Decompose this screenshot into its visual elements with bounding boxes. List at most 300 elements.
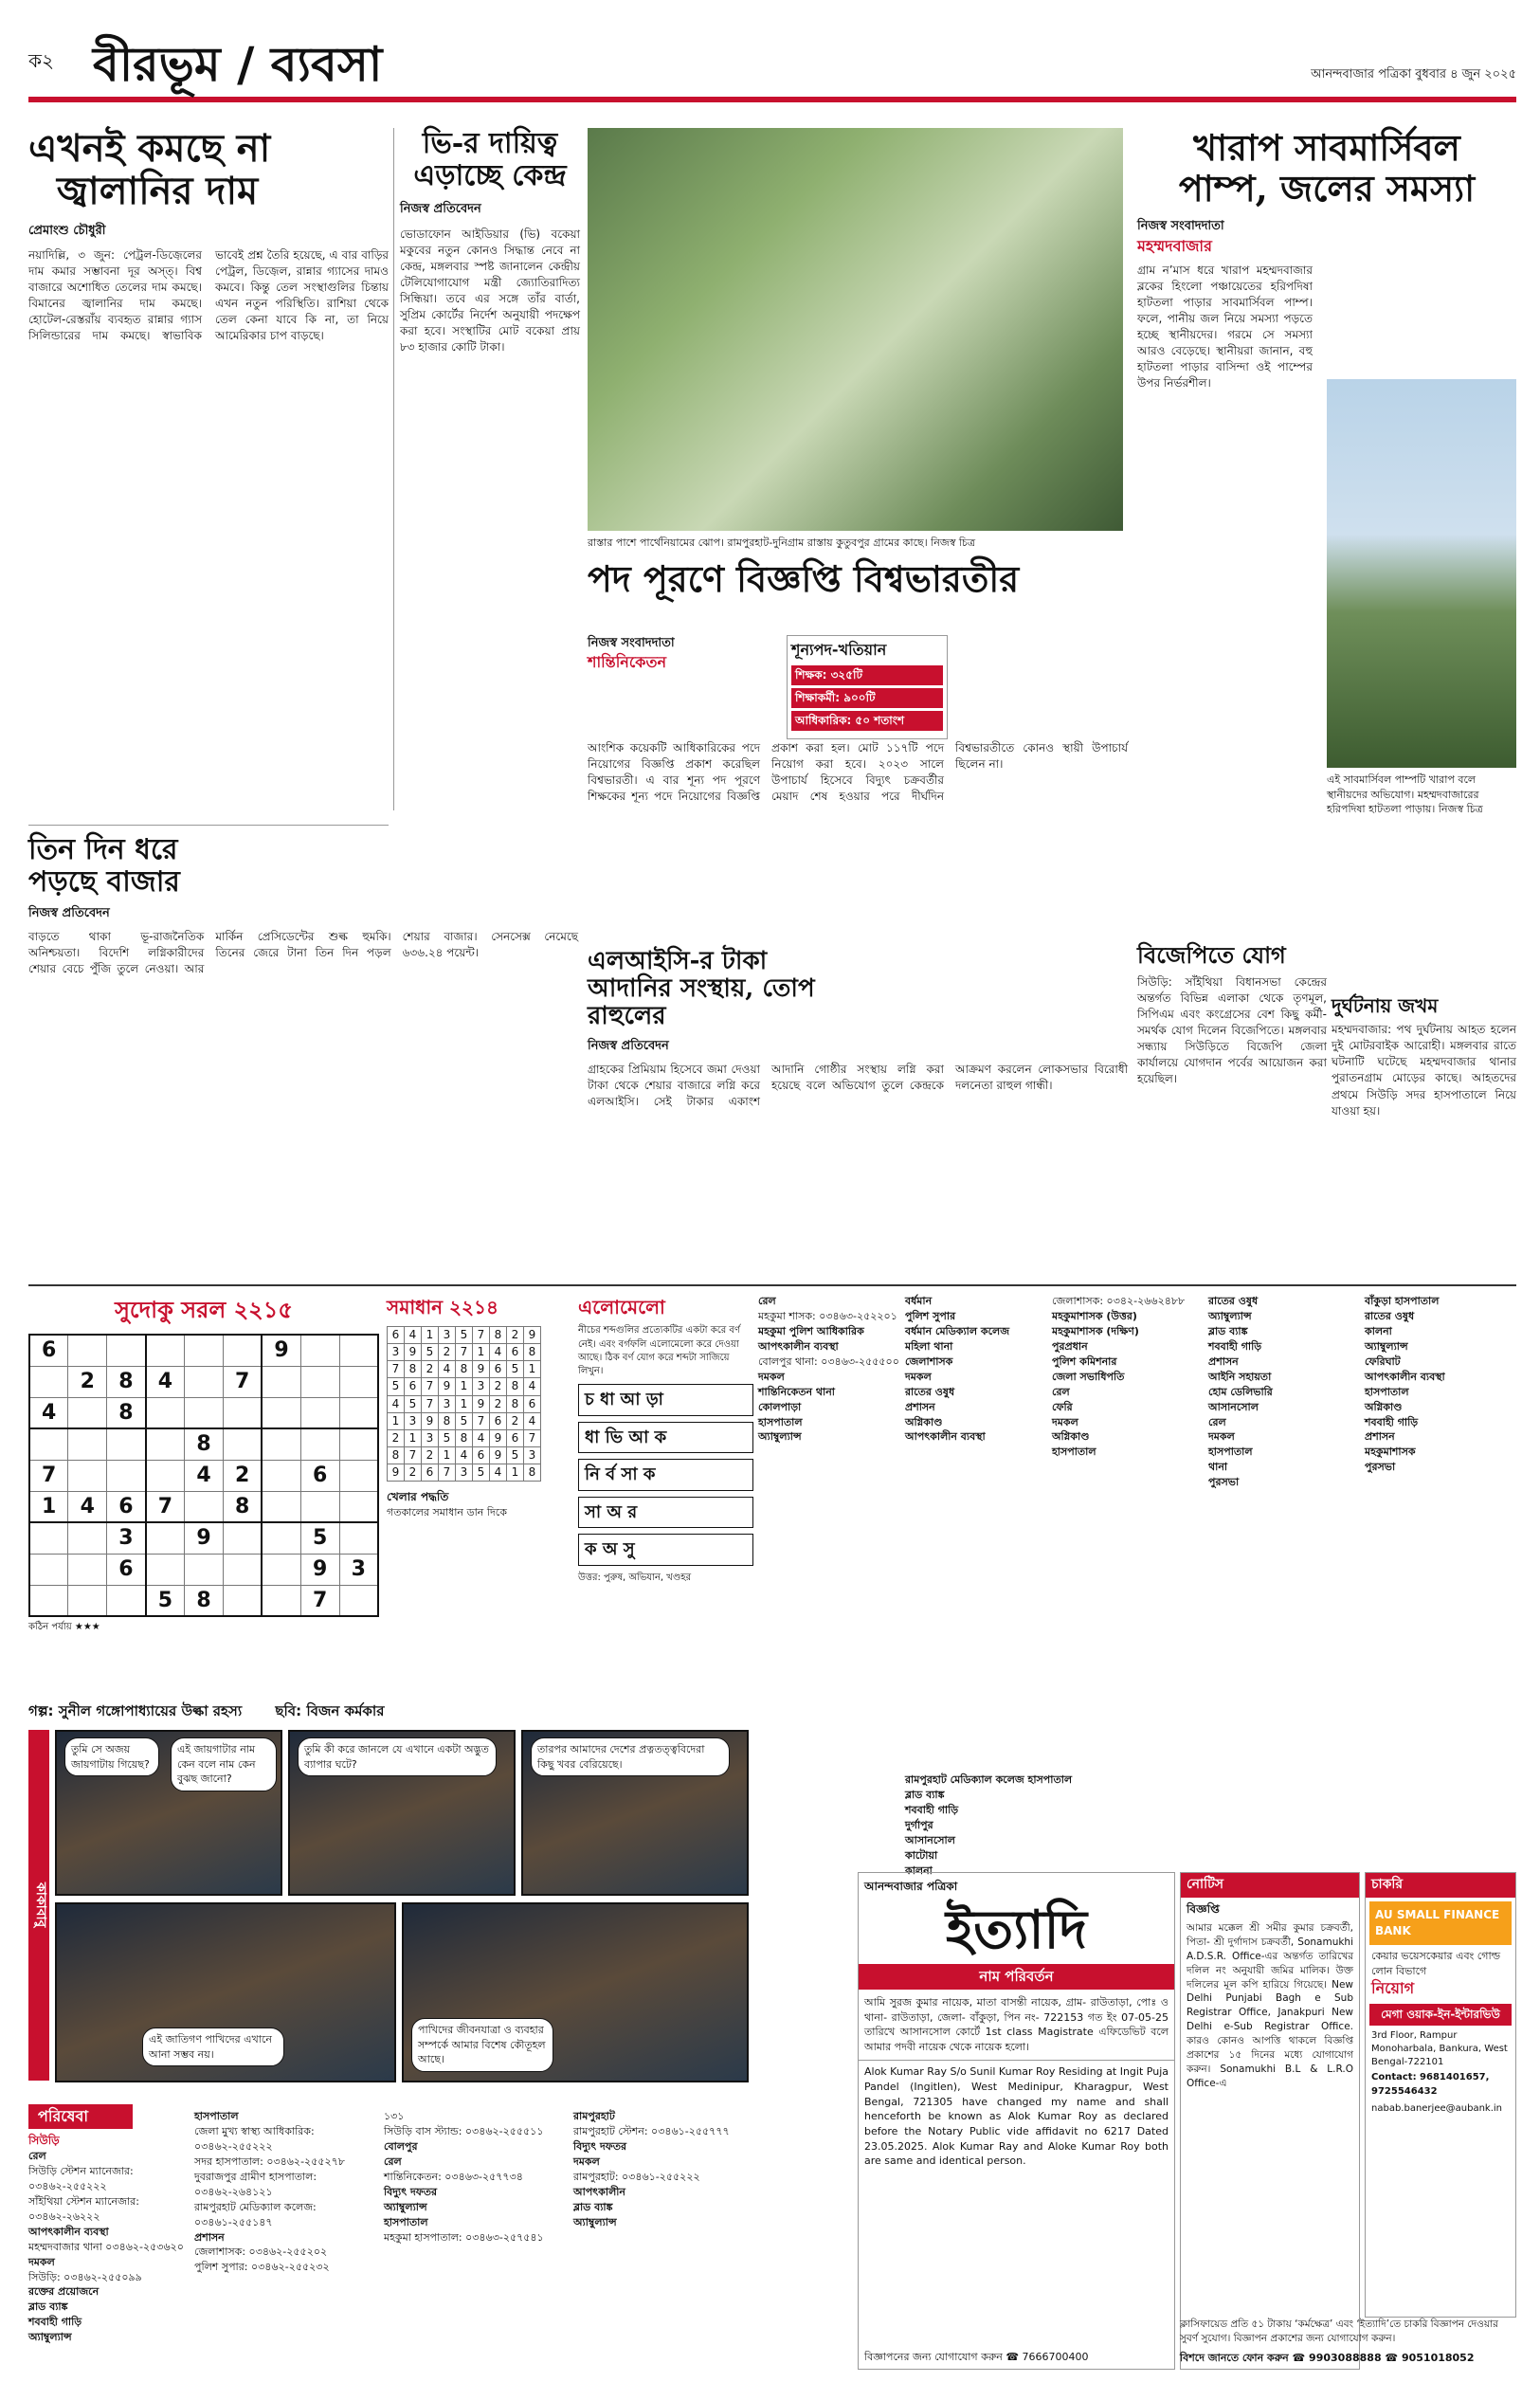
solution-cell: 1	[388, 1412, 405, 1429]
sudoku-row	[29, 1554, 378, 1585]
solution-cell: 9	[405, 1344, 422, 1361]
headline: জ্বালানির দাম	[57, 168, 259, 213]
directory-entry: শববাহী গাড়ি	[905, 1803, 959, 1816]
directory-list	[1052, 1294, 1204, 1768]
directory-entry: পুলিশ সুপার: ০৩৪৬২-২৫৫২৩২	[194, 2261, 330, 2274]
solution-cell: 2	[490, 1378, 507, 1395]
directory-entry: অগ্নিকাণ্ড	[1365, 1400, 1403, 1413]
directory-entry: বোলপুর	[384, 2139, 418, 2153]
solution-cell: 1	[422, 1327, 439, 1344]
directory-entry: রেল	[28, 2150, 46, 2163]
box-title: শূন্যপদ-খতিয়ান	[791, 641, 887, 659]
bank-logo: AU SMALL FINANCE BANK	[1369, 1901, 1512, 1945]
sudoku-cell[interactable]: 6	[29, 1335, 68, 1366]
vacancy-box	[787, 635, 948, 739]
jobs-ad	[1365, 1872, 1516, 2318]
solution-cell: 1	[456, 1378, 473, 1395]
sudoku-title: সুদোকু সরল ২২১৫	[115, 1296, 293, 1323]
sudoku-cell[interactable]	[339, 1335, 378, 1366]
directory-entry: শববাহী গাড়ি	[1208, 1339, 1262, 1353]
directory-entry: মহকুমাশাসক (উত্তর)	[1052, 1309, 1137, 1322]
sudoku-cell[interactable]	[262, 1428, 300, 1460]
solution-cell: 2	[422, 1361, 439, 1378]
sudoku-cell[interactable]	[339, 1522, 378, 1554]
sudoku-cell[interactable]: 4	[29, 1397, 68, 1428]
dateline-place: শান্তিনিকেতন	[588, 653, 667, 672]
directory-entry: কাটোয়া	[905, 1848, 938, 1862]
directory-entry: রামপুরহাট মেডিক্যাল কলেজ হাসপাতাল	[905, 1773, 1073, 1786]
solution-cell: 7	[473, 1412, 490, 1429]
directory-entry: ব্লাড ব্যাঙ্ক	[28, 2300, 68, 2314]
sudoku-cell[interactable]	[68, 1554, 107, 1585]
sudoku-cell[interactable]: 3	[339, 1554, 378, 1585]
solution-cell: 5	[456, 1327, 473, 1344]
sudoku-cell[interactable]: 6	[107, 1554, 146, 1585]
sudoku-cell[interactable]: 9	[262, 1335, 300, 1366]
sudoku-cell[interactable]: 8	[107, 1397, 146, 1428]
sudoku-cell[interactable]	[29, 1585, 68, 1616]
solution-cell: 9	[473, 1395, 490, 1412]
directory-entry: সিউড়ি বাস স্ট্যান্ড: ০৩৪৬২-২৫৫৫১১	[384, 2124, 544, 2137]
solution-cell: 4	[490, 1344, 507, 1361]
directory-entry: বোলপুর থানা: ০৩৪৬৩-২৫৫৫০০	[758, 1355, 899, 1368]
comic-panel	[402, 1902, 749, 2082]
solution-cell: 2	[388, 1429, 405, 1446]
jumble-word: নি র্ব সা ক	[578, 1459, 753, 1491]
directory-entry: পুরসভা	[1365, 1461, 1396, 1474]
sudoku-cell[interactable]: 7	[300, 1585, 339, 1616]
sudoku-cell[interactable]	[262, 1397, 300, 1428]
solution-cell: 1	[405, 1429, 422, 1446]
solution-cell: 6	[524, 1395, 541, 1412]
column-rule	[393, 128, 394, 810]
sudoku-cell[interactable]: 5	[146, 1585, 185, 1616]
directory-entry: দমকল	[573, 2155, 600, 2168]
solution-cell: 7	[524, 1429, 541, 1446]
solution-section	[387, 1294, 571, 1692]
directory-list	[905, 1773, 1095, 1877]
story-bjp-joining	[1137, 943, 1327, 1275]
ad-brand: আনন্দবাজার পত্রিকা	[864, 1880, 958, 1893]
sudoku-cell[interactable]	[29, 1428, 68, 1460]
sudoku-cell[interactable]: 7	[29, 1460, 68, 1491]
jumble-word: সা অ র	[578, 1497, 753, 1529]
jumble-words	[578, 1384, 753, 1566]
photo-roadside-weeds	[588, 128, 1123, 531]
sudoku-cell[interactable]	[300, 1366, 339, 1397]
directory-entry: জেলাশাসক: ০৩৪৬২-২৫৫২০২	[194, 2246, 328, 2259]
sudoku-cell[interactable]	[300, 1491, 339, 1522]
sudoku-cell[interactable]	[223, 1335, 262, 1366]
solution-cell: 8	[388, 1446, 405, 1464]
notice-heading: বিজ্ঞপ্তি	[1187, 1901, 1220, 1916]
sudoku-cell[interactable]	[262, 1366, 300, 1397]
solution-row	[388, 1361, 541, 1378]
directory-entry: আপৎকালীন ব্যবস্থা	[758, 1339, 839, 1353]
directory-entry: আইনি সহায়তা	[1208, 1370, 1272, 1383]
directory-col	[28, 2133, 190, 2370]
directory-entry: সদর হাসপাতাল: ০৩৪৬২-২৫৫২৭৮	[194, 2155, 345, 2168]
solution-cell: 3	[405, 1412, 422, 1429]
headline: খারাপ সাবমার্সিবল	[1193, 126, 1460, 169]
solution-cell: 9	[439, 1378, 456, 1395]
dateline-place: মহম্মদবাজার	[1137, 236, 1212, 255]
directory-entry: ১৩১	[384, 2110, 405, 2122]
directory-entry: মহকুমা শাসক: ০৩৪৬৩-২৫২২০১	[758, 1309, 897, 1322]
sudoku-cell[interactable]	[146, 1522, 185, 1554]
solution-row	[388, 1395, 541, 1412]
ad-contact: বিজ্ঞাপনের জন্য যোগাযোগ করুন ☎ 7666700400	[864, 2351, 1089, 2364]
sudoku-cell[interactable]	[185, 1554, 224, 1585]
headline: ভি-র দায়িত্ব এড়াচ্ছে কেন্দ্র	[413, 127, 567, 192]
solution-cell: 3	[439, 1395, 456, 1412]
sudoku-cell[interactable]: 4	[146, 1366, 185, 1397]
solution-cell: 3	[473, 1378, 490, 1395]
sudoku-cell[interactable]	[262, 1522, 300, 1554]
speech-bubble: এই জায়গাটার নাম কেন বলে নাম কেন বুঝছ জানো?	[171, 1737, 277, 1791]
sudoku-cell[interactable]	[339, 1428, 378, 1460]
sudoku-grid	[28, 1334, 379, 1617]
photo-caption: রাস্তার পাশে পার্থেনিয়ামের ঝোপ। রামপুরহাট-দুনিগ্রাম রাস্তায় কুতুবপুর গ্রামের কাছে। নিজস্ব চিত্র	[588, 536, 976, 549]
sudoku-cell[interactable]: 7	[223, 1366, 262, 1397]
sudoku-row	[29, 1428, 378, 1460]
notice-title: নোটিস	[1181, 1873, 1359, 1898]
sudoku-cell[interactable]	[185, 1335, 224, 1366]
story-fuel-price	[28, 128, 389, 810]
directory-entry: আসানসোল	[1208, 1400, 1259, 1413]
solution-cell: 8	[405, 1361, 422, 1378]
sudoku-cell[interactable]	[223, 1397, 262, 1428]
box-item: আধিকারিক: ৫০ শতাংশ	[791, 711, 943, 731]
solution-cell: 8	[507, 1395, 524, 1412]
solution-cell: 3	[439, 1327, 456, 1344]
ad-title: ইত্যাদি	[945, 1899, 1088, 1962]
sudoku-cell[interactable]	[223, 1585, 262, 1616]
sudoku-cell[interactable]: 8	[185, 1585, 224, 1616]
sudoku-cell[interactable]	[107, 1585, 146, 1616]
solution-cell: 7	[422, 1378, 439, 1395]
directory-entry: অ্যাম্বুল্যান্স	[384, 2200, 427, 2213]
directory-entry: কোলপাড়া	[758, 1400, 802, 1413]
solution-cell: 2	[507, 1327, 524, 1344]
solution-cell: 1	[439, 1446, 456, 1464]
sudoku-cell[interactable]	[29, 1554, 68, 1585]
directory-list	[905, 1294, 1047, 1768]
jumble-intro: নীচের শব্দগুলির প্রত্যেকটির একটা করে বর্ণ নেই। এবং বর্গফলি এলোমেলো করে দেওয়া আছে। ঠিক বর্ণ যোগ করে শব্দটা সাজিয়ে লিখুন।	[578, 1325, 741, 1376]
photo-caption: এই সাবমার্সিবল পাম্পটি খারাপ বলে স্থানীয়দের অভিযোগ। মহম্মদবাজারের হরিপদিষা হাটতলা পাড়ায়। নিজস্ব চিত্র	[1327, 773, 1483, 816]
solution-cell: 2	[405, 1464, 422, 1481]
headline: দুর্ঘটনায় জখম	[1332, 994, 1439, 1017]
directory-entry: দমকল	[905, 1370, 932, 1383]
solution-cell: 4	[439, 1361, 456, 1378]
directory-list	[1208, 1294, 1360, 1768]
directory-entry: শববাহী গাড়ি	[1365, 1415, 1419, 1428]
directory-entry: মহম্মদবাজার থানা ০৩৪৬২-২৫৩৬২০	[28, 2240, 184, 2253]
solution-grid	[387, 1326, 541, 1481]
notice-ad	[1180, 1872, 1360, 2370]
directory-entry: আসানসোল	[905, 1833, 955, 1846]
district-name: সিউড়ি	[28, 2134, 60, 2147]
directory-entry: রাতের ওষুধ	[905, 1385, 955, 1398]
sudoku-cell[interactable]	[185, 1491, 224, 1522]
solution-cell: 9	[388, 1464, 405, 1481]
ittyadi-classifieds	[858, 1872, 1175, 2370]
sudoku-cell[interactable]	[300, 1397, 339, 1428]
sudoku-cell[interactable]	[107, 1428, 146, 1460]
solution-cell: 8	[456, 1361, 473, 1378]
solution-cell: 9	[490, 1429, 507, 1446]
headline: বিজেপিতে যোগ	[1137, 941, 1286, 969]
sudoku-cell[interactable]	[262, 1585, 300, 1616]
sudoku-cell[interactable]	[185, 1397, 224, 1428]
sudoku-cell[interactable]: 4	[185, 1460, 224, 1491]
solution-cell: 5	[507, 1446, 524, 1464]
sudoku-cell[interactable]: 5	[300, 1522, 339, 1554]
directory-entry: শান্তিনিকেতন: ০৩৪৬৩-২৫৭৭৩৪	[384, 2170, 523, 2183]
directory-entry: রেল	[1052, 1385, 1070, 1398]
rule	[28, 1284, 1516, 1286]
directory-entry: অ্যাম্বুল্যান্স	[758, 1430, 802, 1444]
page-number: ক২	[28, 49, 54, 72]
jobs-address: 3rd Floor, Rampur Monoharbala, Bankura, West Bengal-722101	[1371, 2029, 1508, 2068]
directory-entry: পুলিশ সুপার	[905, 1309, 956, 1322]
comic-title	[28, 1701, 753, 1721]
story-body: ভোডাফোন আইডিয়ার (ভি) বকেয়া মকুবের নতুন কোনও সিদ্ধান্ত নেবে না কেন্দ্র, মঙ্গলবার স্পষ্ট জানালেন কেন্দ্রীয় টেলিযোগাযোগ মন্ত্রী জ্যোতিরাদিত্য সিন্ধিয়া। তবে এর সঙ্গে তাঁর বার্তা, সুপ্রিম কোর্টের নির্দেশ অনুযায়ী পদক্ষেপ করা হবে। সংস্থাটির মোট বকেয়া প্রায় ৮৩ হাজার কোটি টাকা।	[400, 227, 580, 354]
ad-notice-en: Alok Kumar Ray S/o Sunil Kumar Roy Residing at Ingit Puja Pandel (Ingitlen), West Medinipur, Kharagpur, West Bengal, 721305 have changed my name and shall henceforth be known as Alok Kumar Roy as declared before the Notary Public vide affidavit no 6217 Dated 23.05.2025. Alok Kumar Ray and Aloke Kumar Roy both are same and identical person.	[859, 2060, 1174, 2173]
sudoku-cell[interactable]	[68, 1428, 107, 1460]
directory-entry: পুলিশ কমিশনার	[1052, 1355, 1117, 1368]
directory-entry: ফেরি	[1052, 1400, 1073, 1413]
ad-notice-bn: আমি সুরজ কুমার নায়েক, মাতা বাসন্তী নায়েক, গ্রাম- রাউতাড়া, পোঃ ও থানা- রাউতাড়া, জেলা- বাঁকুড়া, পিন নং- 722153 গত ইং 07-05-25 তারিখে আসানসোল কোর্টে 1st class Magistrate এফিডেভিট বলে আমার পদবী নায়েক থেকে নায়েক হলো।	[864, 1996, 1169, 2053]
sudoku-cell[interactable]	[262, 1554, 300, 1585]
directory-entry: প্রশাসন	[905, 1400, 935, 1413]
solution-cell: 8	[490, 1327, 507, 1344]
sudoku-cell[interactable]	[223, 1554, 262, 1585]
sudoku-cell[interactable]	[339, 1366, 378, 1397]
jobs-title: চাকরি	[1366, 1873, 1515, 1898]
solution-row	[388, 1412, 541, 1429]
headline: তিন দিন ধরে পড়ছে বাজার	[28, 833, 180, 899]
box-item: শিক্ষাকর্মী: ৯০০টি	[791, 688, 943, 708]
comic-panel	[55, 1730, 282, 1896]
directory-entry: থানা	[1208, 1461, 1228, 1474]
sudoku-note: গতকালের সমাধান ডান দিকে	[387, 1505, 507, 1518]
rules-title: খেলার পদ্ধতি	[387, 1489, 449, 1503]
sudoku-row	[29, 1522, 378, 1554]
directory-entry: ব্লাড ব্যাঙ্ক	[1208, 1324, 1248, 1337]
solution-cell: 4	[388, 1395, 405, 1412]
solution-cell: 3	[456, 1464, 473, 1481]
directory-entry: মহকুমাশাসক	[1365, 1446, 1416, 1459]
story-body: বাড়তে থাকা ভূ-রাজনৈতিক অনিশ্চয়তা। বিদেশি লগ্নিকারীদের শেয়ার বেচে পুঁজি তুলে নেওয়া। আর মার্কিন প্রেসিডেন্টের শুল্ক হুমকি। তিনের জেরে টানা তিন দিন পড়ল শেয়ার বাজার। সেনসেক্স নেমেছে ৬৩৬.২৪ পয়েন্ট।	[28, 929, 578, 975]
comic-story: গল্প: সুনীল গঙ্গোপাধ্যায়ের উল্কা রহস্য	[28, 1702, 243, 1719]
comic-panel	[288, 1730, 516, 1896]
directory-list	[1365, 1294, 1516, 1768]
sudoku-row	[29, 1397, 378, 1428]
solution-cell: 1	[456, 1395, 473, 1412]
directory-entry: রেল	[758, 1295, 776, 1307]
solution-cell: 4	[456, 1446, 473, 1464]
sudoku-cell[interactable]: 9	[185, 1522, 224, 1554]
directory-entry: আপৎকালীন ব্যবস্থা	[905, 1430, 986, 1444]
directory-entry: সিউড়ি স্টেশন ম্যানেজার: ০৩৪৬২-২৫৫২২২	[28, 2164, 134, 2192]
sudoku-cell[interactable]	[146, 1397, 185, 1428]
comic-artist: ছবি: বিজন কর্মকার	[275, 1702, 385, 1719]
solution-cell: 6	[422, 1464, 439, 1481]
speech-bubble: এই জাতিগণ পাখিদের এখানে আনা সম্ভব নয়।	[142, 2027, 284, 2066]
directory-entry: বর্ধমান	[905, 1295, 933, 1307]
sudoku-cell[interactable]	[68, 1335, 107, 1366]
solution-cell: 3	[524, 1446, 541, 1464]
solution-cell: 8	[507, 1378, 524, 1395]
directory-entry: পুরসভা	[1208, 1476, 1240, 1489]
solution-row	[388, 1378, 541, 1395]
directory-entry: রাতের ওষুধ	[1208, 1295, 1259, 1307]
speech-bubble: তুমি কী করে জানলে যে এখানে একটা অদ্ভুত ব্যাপার ঘটে?	[298, 1737, 497, 1776]
jumble-answer: উত্তর: পুরুষ, অভিযান, খণ্ডহর	[578, 1572, 692, 1583]
sudoku-cell[interactable]	[29, 1522, 68, 1554]
byline: নিজস্ব সংবাদদাতা	[588, 636, 675, 650]
story-accident	[1332, 995, 1516, 1280]
solution-cell: 6	[405, 1378, 422, 1395]
directory-entry: পুরপ্রধান	[1052, 1339, 1088, 1353]
solution-cell: 7	[439, 1464, 456, 1481]
sudoku-cell[interactable]: 8	[107, 1366, 146, 1397]
jobs-walkin: মেগা ওয়াক-ইন-ইন্টারভিউ	[1369, 2004, 1512, 2026]
directory-entry: মহকুমাশাসক (দক্ষিণ)	[1052, 1324, 1139, 1337]
solution-cell: 7	[405, 1446, 422, 1464]
jobs-line1: কেয়ার ভয়েসকেয়ার এবং গোল্ড লোন বিভাগে	[1371, 1949, 1501, 1977]
solution-cell: 4	[405, 1327, 422, 1344]
sudoku-cell[interactable]	[339, 1491, 378, 1522]
directory-entry: অ্যাম্বুল্যান্স	[28, 2331, 72, 2344]
comic-panel	[55, 1902, 396, 2082]
solution-cell: 8	[439, 1412, 456, 1429]
sudoku-cell[interactable]	[223, 1428, 262, 1460]
directory-entry: রামপুরহাট: ০৩৪৬১-২৫৫২২২	[573, 2170, 700, 2183]
solution-cell: 5	[507, 1361, 524, 1378]
solution-cell: 8	[456, 1429, 473, 1446]
sudoku-cell[interactable]	[339, 1585, 378, 1616]
sudoku-cell[interactable]	[68, 1397, 107, 1428]
sudoku-cell[interactable]	[300, 1335, 339, 1366]
speech-bubble: তারপর আমাদের দেশের প্রত্নতত্ত্ববিদেরা কিছু খবর বেরিয়েছে।	[531, 1737, 730, 1776]
sudoku-cell[interactable]	[146, 1335, 185, 1366]
sudoku-cell[interactable]	[68, 1585, 107, 1616]
sudoku-cell[interactable]	[185, 1366, 224, 1397]
sudoku-cell[interactable]	[29, 1366, 68, 1397]
sudoku-cell[interactable]	[146, 1460, 185, 1491]
story-body: মহম্মদবাজার: পথ দুর্ঘটনায় আহত হলেন দুই মোটরবাইক আরোহী। মঙ্গলবার রাতে ঘটনাটি ঘটেছে মহম্মদবাজার থানার পুরাতনগ্রাম মোড়ের কাছে। আহতদের প্রথমে সিউড়ি সদর হাসপাতালে নিয়ে যাওয়া হয়।	[1332, 1023, 1516, 1118]
solution-cell: 7	[456, 1344, 473, 1361]
solution-cell: 4	[473, 1429, 490, 1446]
sudoku-cell[interactable]	[223, 1522, 262, 1554]
sudoku-cell[interactable]: 6	[107, 1491, 146, 1522]
directory-entry: দমকল	[28, 2255, 55, 2268]
sudoku-cell[interactable]	[300, 1428, 339, 1460]
story-body: গ্রাম ন’মাস ধরে খারাপ মহম্মদবাজার ব্লকের হিংলো পঞ্চায়েতের হরিপদিষা হাটতলা পাড়ার সাবমার্সিবল পাম্প। ফলে, পানীয় জল নিয়ে সমস্যা পড়তে হচ্ছে স্থানীয়দের। গরমে সে সমস্যা আরও বেড়েছে। স্থানীয়রা জানান, বহু হাটতলা পাড়ার বাসিন্দা ওই পাম্পের উপর নির্ভরশীল।	[1137, 264, 1313, 391]
directory-entry: রেল	[1208, 1415, 1226, 1428]
directory-entry: দমকল	[758, 1370, 785, 1383]
sudoku-cell[interactable]: 9	[300, 1554, 339, 1585]
sudoku-cell[interactable]	[107, 1335, 146, 1366]
sudoku-cell[interactable]: 3	[107, 1522, 146, 1554]
directory-entry: রেল	[384, 2155, 402, 2168]
headline: পাম্প, জলের সমস্যা	[1178, 166, 1476, 209]
solution-row	[388, 1327, 541, 1344]
sudoku-cell[interactable]	[107, 1460, 146, 1491]
notice-body: আমার মক্কেল শ্রী সমীর কুমার চক্রবর্তী, পিতা- শ্রী দুর্গাদাস চক্রবর্তী, Sonamukhi A.D.S.R. Office-এর অন্তর্গত তারিখের দলিল নং অনুযায়ী জমির মালিক। উক্ত দলিলের মূল কপি হারিয়ে গিয়েছে। New Delhi Punjabi Bagh e Sub Registrar Office, Janakpuri New Delhi e-Sub Registrar Office. কারও কোনও আপত্তি থাকলে বিজ্ঞপ্তি প্রকাশের ১৫ দিনের মধ্যে যোগাযোগ করুন। Sonamukhi B.L & L.R.O Office-এ	[1187, 1921, 1353, 2089]
solution-cell: 9	[490, 1446, 507, 1464]
directory-entry: ব্লাড ব্যাঙ্ক	[573, 2200, 613, 2213]
directory-entry: হাসপাতাল	[384, 2215, 428, 2228]
solution-cell: 2	[507, 1412, 524, 1429]
solution-row	[388, 1429, 541, 1446]
jumble-section	[578, 1294, 753, 1692]
comic-panel	[521, 1730, 749, 1896]
solution-cell: 4	[490, 1464, 507, 1481]
directory-entry: হাসপাতাল	[1052, 1446, 1096, 1459]
directory-entry: অ্যাম্বুল্যান্স	[1208, 1309, 1252, 1322]
directory-entry: বিদ্যুৎ দফতর	[384, 2185, 438, 2198]
sudoku-cell[interactable]: 1	[29, 1491, 68, 1522]
byline: নিজস্ব প্রতিবেদন	[400, 202, 481, 217]
directory-entry: প্রশাসন	[194, 2230, 225, 2244]
sudoku-cell[interactable]: 2	[223, 1460, 262, 1491]
sudoku-cell[interactable]	[146, 1428, 185, 1460]
sudoku-cell[interactable]: 2	[68, 1366, 107, 1397]
directory-entry: হাসপাতাল	[758, 1415, 803, 1428]
sudoku-cell[interactable]: 4	[68, 1491, 107, 1522]
directory-entry: শববাহী গাড়ি	[28, 2316, 82, 2329]
sudoku-row	[29, 1335, 378, 1366]
sudoku-cell[interactable]	[262, 1491, 300, 1522]
sudoku-cell[interactable]	[262, 1460, 300, 1491]
solution-cell: 2	[490, 1395, 507, 1412]
sudoku-cell[interactable]	[68, 1522, 107, 1554]
directory-entry: বিদ্যুৎ দফতর	[573, 2139, 627, 2153]
headline: পদ পূরণে বিজ্ঞপ্তি বিশ্বভারতীর	[588, 557, 1020, 600]
sudoku-cell[interactable]: 7	[146, 1491, 185, 1522]
sudoku-cell[interactable]: 8	[185, 1428, 224, 1460]
solution-cell: 4	[524, 1378, 541, 1395]
story-lic-adani	[588, 948, 1128, 1280]
solution-cell: 6	[490, 1412, 507, 1429]
directory-entry: প্রশাসন	[1208, 1355, 1239, 1368]
speech-bubble: তুমি সে অজয় জায়গাটায় গিয়েছ?	[64, 1737, 159, 1776]
sudoku-cell[interactable]	[339, 1460, 378, 1491]
directory-entry: রামপুরহাট স্টেশন: ০৩৪৬১-২৫৫৭৭৭	[573, 2124, 730, 2137]
sudoku-cell[interactable]	[339, 1397, 378, 1428]
sudoku-cell[interactable]	[68, 1460, 107, 1491]
solution-cell: 5	[388, 1378, 405, 1395]
headline: এখনই কমছে না	[28, 126, 271, 171]
sudoku-row	[29, 1585, 378, 1616]
directory-entry: আপৎকালীন ব্যবস্থা	[28, 2225, 109, 2238]
headline: এলআইসি-র টাকা আদানির সংস্থায়, তোপ রাহুলের	[588, 947, 815, 1031]
byline: নিজস্ব সংবাদদাতা	[1137, 219, 1224, 234]
solution-cell: 5	[422, 1344, 439, 1361]
directory-entry: রক্তের প্রয়োজনে	[28, 2285, 100, 2299]
solution-cell: 1	[524, 1361, 541, 1378]
sudoku-cell[interactable]: 8	[223, 1491, 262, 1522]
solution-cell: 8	[524, 1464, 541, 1481]
sudoku-cell[interactable]	[146, 1554, 185, 1585]
solution-row	[388, 1464, 541, 1481]
solution-cell: 9	[473, 1361, 490, 1378]
sudoku-cell[interactable]: 6	[300, 1460, 339, 1491]
directory-entry: রাতের ওষুধ	[1365, 1309, 1415, 1322]
